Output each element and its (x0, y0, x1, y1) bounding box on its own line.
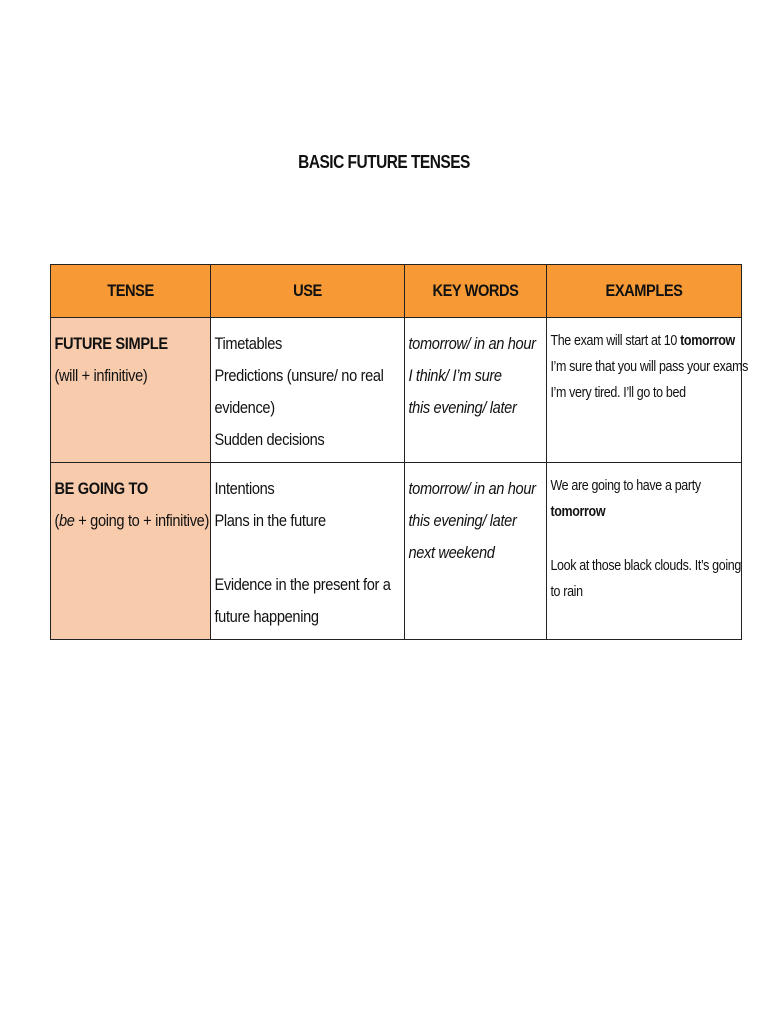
use-cell-be-going-to (211, 463, 405, 640)
example-sentence: I’m sure that you will pass your exams (550, 359, 749, 375)
example-sentence: I’m very tired. I’ll go to bed (550, 385, 686, 401)
tense-cell-be-going-to (51, 463, 211, 640)
table-header-row (51, 265, 742, 318)
key-words-cell-future-simple (405, 318, 547, 463)
header-use: USE (211, 265, 405, 318)
key-word: this evening/ later (408, 398, 517, 417)
tense-name: BE GOING TO (54, 479, 148, 498)
table-row (51, 463, 742, 640)
key-words-cell-be-going-to (405, 463, 547, 640)
key-word: this evening/ later (408, 511, 517, 530)
use-item: Predictions (unsure/ no real evidence) (214, 366, 384, 417)
use-item: Evidence in the present for a future happening (214, 575, 391, 626)
tense-form: (will + infinitive) (54, 366, 148, 385)
key-word: next weekend (408, 543, 495, 562)
example-sentence: We are going to have a party (550, 478, 701, 494)
key-word: tomorrow/ in an hour (408, 334, 536, 353)
key-word: tomorrow/ in an hour (408, 479, 536, 498)
key-word: I think/ I’m sure (408, 366, 502, 385)
tense-form: (be + going to + infinitive) (54, 511, 209, 530)
use-cell-future-simple (211, 318, 405, 463)
table-row (51, 318, 742, 463)
use-item: Intentions (214, 479, 275, 498)
header-key-words: KEY WORDS (405, 265, 547, 318)
tense-cell-future-simple (51, 318, 211, 463)
examples-cell-future-simple (547, 318, 749, 463)
page-title: BASIC FUTURE TENSES (298, 152, 470, 172)
use-item: Timetables (214, 334, 282, 353)
example-sentence-bold: tomorrow (550, 504, 606, 520)
header-examples: EXAMPLES (547, 265, 742, 318)
header-tense: TENSE (51, 265, 211, 318)
use-item: Sudden decisions (214, 430, 325, 449)
use-item: Plans in the future (214, 511, 326, 530)
example-sentence: The exam will start at 10 tomorrow (550, 333, 735, 349)
example-sentence: Look at those black clouds. It’s going to rain (550, 558, 741, 600)
examples-cell-be-going-to (547, 463, 742, 640)
tense-name: FUTURE SIMPLE (54, 334, 168, 353)
tenses-table (50, 264, 749, 640)
